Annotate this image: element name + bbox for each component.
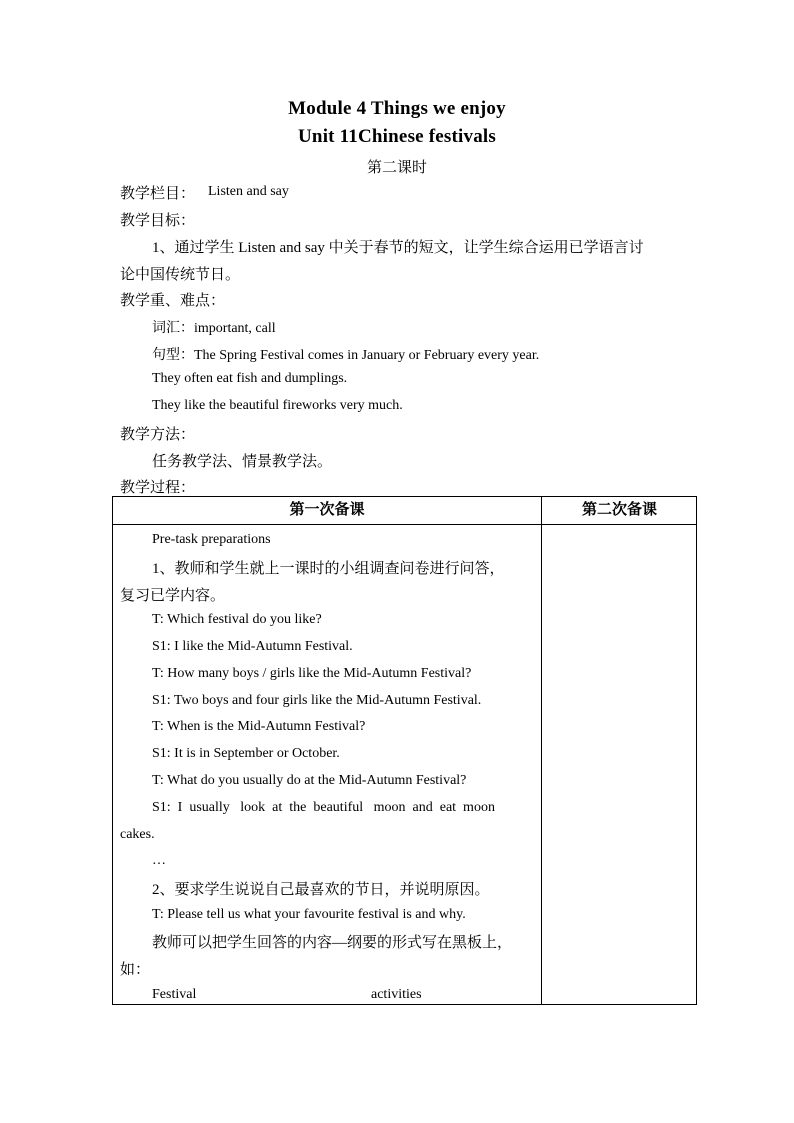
methods-label: 教学方法： xyxy=(120,427,196,443)
module-title: Module 4 Things we enjoy xyxy=(288,98,506,119)
key-points-label: 教学重、难点： xyxy=(120,293,226,309)
table-line: T: Which festival do you like? xyxy=(152,612,322,627)
objectives-label: 教学目标： xyxy=(120,213,196,229)
objective-1-line-1: 1、通过学生 Listen and say 中关于春节的短文，让学生综合运用已学语言讨 xyxy=(152,240,644,256)
table-line: 教师可以把学生回答的内容—纲要的形式写在黑板上， xyxy=(152,935,513,951)
column-value: Listen and say xyxy=(208,184,289,199)
header-divider xyxy=(113,524,696,525)
column-divider xyxy=(541,497,542,1004)
table-line: S1: It is in September or October. xyxy=(152,746,340,761)
table-line: T: What do you usually do at the Mid-Autumn Festival? xyxy=(152,773,467,788)
table-line: 如： xyxy=(120,962,151,978)
table-line: T: How many boys / girls like the Mid-Autumn Festival? xyxy=(152,666,472,681)
table-line: S1: Two boys and four girls like the Mid-Autumn Festival. xyxy=(152,693,482,708)
methods-value: 任务教学法、情景教学法。 xyxy=(152,454,333,470)
lesson-plan-table xyxy=(112,496,697,1005)
sentence-pattern-2: They often eat fish and dumplings. xyxy=(152,371,348,386)
table-line: cakes. xyxy=(120,827,155,842)
first-prep-header: 第一次备课 xyxy=(289,502,365,518)
process-label: 教学过程： xyxy=(120,480,196,496)
table-line: Pre-task preparations xyxy=(152,532,271,547)
table-line: S1: I usually look at the beautiful moon and eat moon xyxy=(152,800,495,815)
lesson-label: 第二课时 xyxy=(366,160,427,176)
sentence-pattern-1: 句型：The Spring Festival comes in January or February every year. xyxy=(152,348,540,363)
sentence-pattern-3: They like the beautiful fireworks very much. xyxy=(152,398,403,413)
unit-title: Unit 11Chinese festivals xyxy=(298,126,496,147)
table-line: 复习已学内容。 xyxy=(120,588,226,604)
table-line: S1: I like the Mid-Autumn Festival. xyxy=(152,639,353,654)
table-line: 2、要求学生说说自己最喜欢的节日，并说明原因。 xyxy=(152,882,490,898)
column-label: 教学栏目： xyxy=(120,186,196,202)
table-line: T: When is the Mid-Autumn Festival? xyxy=(152,719,366,734)
vocabulary: 词汇：important, call xyxy=(152,321,276,336)
objective-1-line-2: 论中国传统节日。 xyxy=(120,267,241,283)
table-line: activities xyxy=(371,987,422,1002)
table-line: … xyxy=(152,853,166,868)
table-line: T: Please tell us what your favourite festival is and why. xyxy=(152,907,466,922)
table-line: Festival xyxy=(152,987,197,1002)
table-line: 1、教师和学生就上一课时的小组调查问卷进行问答， xyxy=(152,561,505,577)
second-prep-header: 第二次备课 xyxy=(581,502,657,518)
